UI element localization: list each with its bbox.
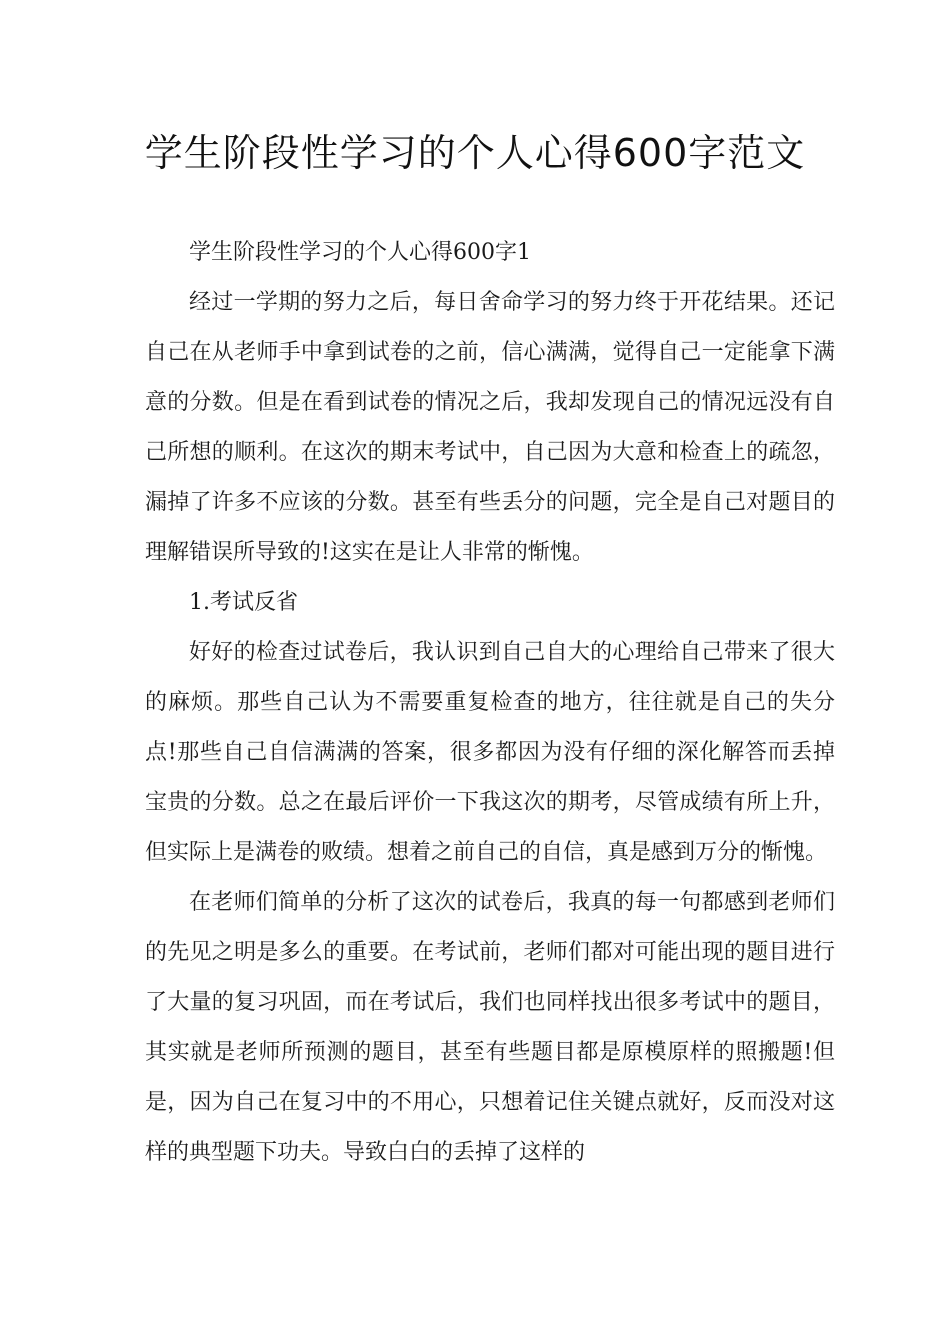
paragraph-3: 在老师们简单的分析了这次的试卷后，我真的每一句都感到老师们的先见之明是多么的重要。在考试前，老师们都对可能出现的题目进行了大量的复习巩固，而在考试后，我们也同样找出很多考试中的题目，其实就是老师所预测的题目，甚至有些题目都是原模原样的照搬题!但是，因为自己在复习中的不用心，只想着记住关键点就好，反而没对这样的典型题下功夫。导致白白的丢掉了这样的 — [145, 890, 835, 1165]
essay-subtitle: 学生阶段性学习的个人心得600字1 — [189, 240, 531, 265]
paragraph-1: 经过一学期的努力之后，每日舍命学习的努力终于开花结果。还记自己在从老师手中拿到试卷的之前，信心满满，觉得自己一定能拿下满意的分数。但是在看到试卷的情况之后，我却发现自己的情况远没有自己所想的顺利。在这次的期末考试中，自己因为大意和检查上的疏忽，漏掉了许多不应该的分数。甚至有些丢分的问题，完全是自己对题目的理解错误所导致的!这实在是让人非常的惭愧。 — [145, 290, 835, 565]
document-title: 学生阶段性学习的个人心得600字范文 — [144, 131, 806, 175]
paragraph-2: 好好的检查过试卷后，我认识到自己自大的心理给自己带来了很大的麻烦。那些自己认为不需要重复检查的地方，往往就是自己的失分点!那些自己自信满满的答案，很多都因为没有仔细的深化解答而丢掉宝贵的分数。总之在最后评价一下我这次的期考，尽管成绩有所上升，但实际上是满卷的败绩。想着之前自己的自信，真是感到万分的惭愧。 — [145, 640, 835, 865]
section-heading: 1.考试反省 — [189, 590, 298, 615]
document-body — [145, 228, 835, 1178]
